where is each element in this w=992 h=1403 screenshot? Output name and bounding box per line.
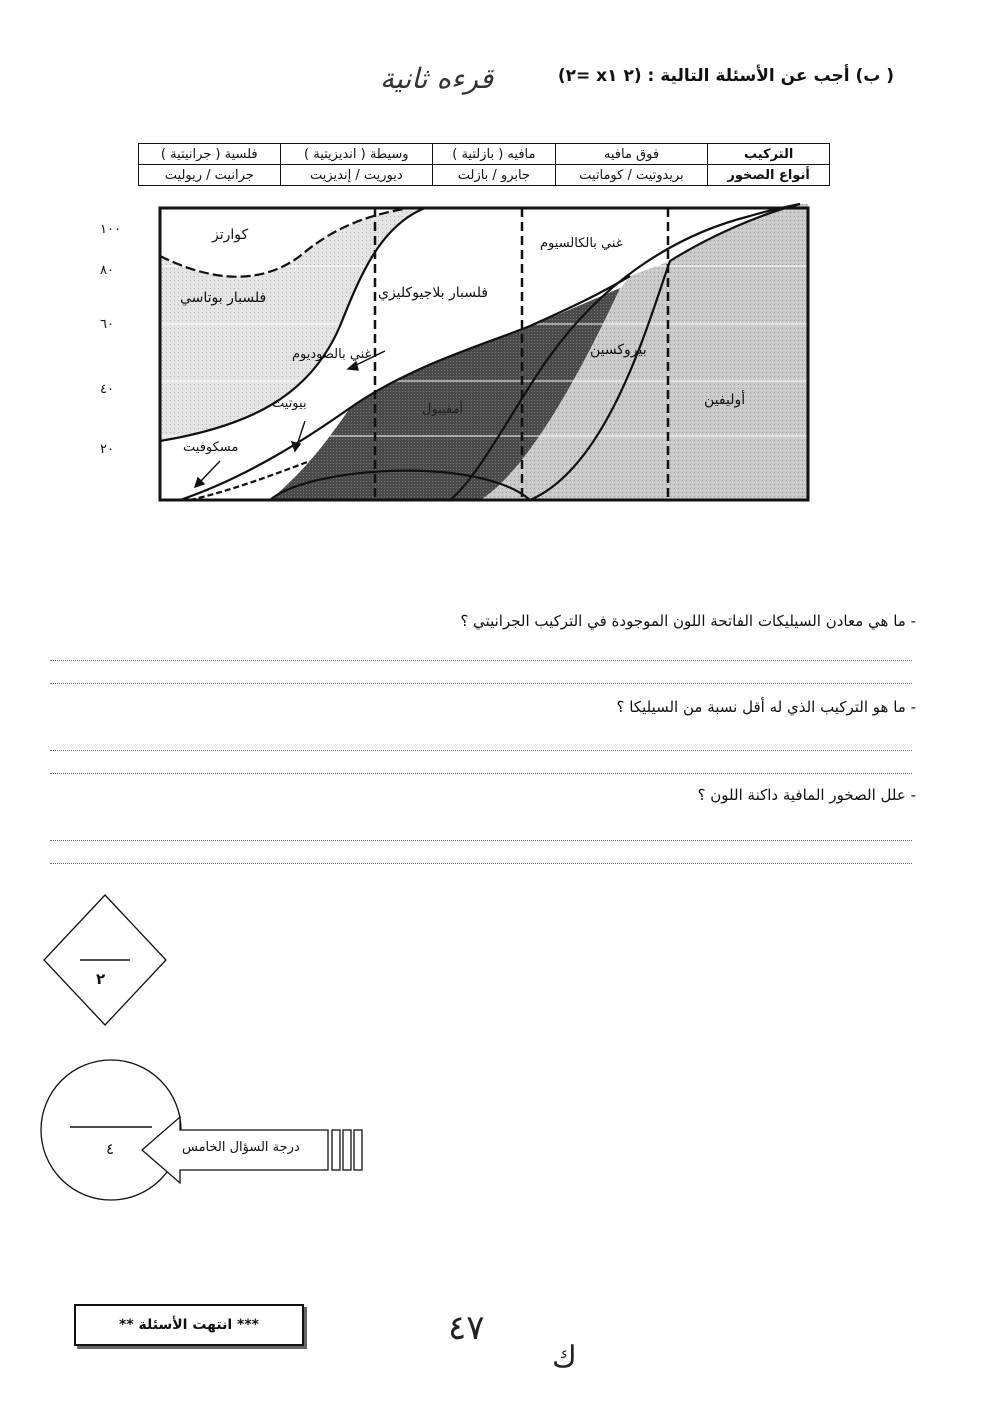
- answer-line: [50, 773, 912, 774]
- answer-line: [50, 863, 912, 864]
- question-2: - ما هو التركيب الذي له أقل نسبة من السيليكا ؟: [616, 698, 916, 716]
- answer-line: [50, 683, 912, 684]
- table-cell: ديوريت / إنديزيت: [280, 165, 432, 186]
- table-cell: فلسية ( جرانيتية ): [139, 144, 281, 165]
- label-olivine: أوليفين: [704, 392, 746, 408]
- table-cell: جرانيت / ريوليت: [139, 165, 281, 186]
- circle-score-box: [38, 1057, 378, 1207]
- table-cell: أنواع الصخور: [708, 165, 830, 186]
- handwritten-note: قرءه ثانية: [380, 62, 494, 95]
- label-plagioclase: فلسبار بلاجيوكليزي: [378, 285, 489, 301]
- table-cell: وسيطة ( انديزيتية ): [280, 144, 432, 165]
- y-tick-40: ٤٠: [100, 382, 114, 397]
- handwritten-page-number: ٤٧: [448, 1308, 485, 1348]
- label-biotite: بيوتيت: [272, 396, 307, 411]
- question-1: - ما هي معادن السيليكات الفاتحة اللون الموجودة في التركيب الجرانيتي ؟: [460, 612, 916, 630]
- y-tick-80: ٨٠: [100, 263, 114, 278]
- mineral-composition-diagram: [150, 196, 816, 508]
- answer-line: [50, 660, 912, 661]
- label-calcium-rich: غني بالكالسيوم: [540, 236, 623, 251]
- question-3: - علل الصخور المافية داكنة اللون ؟: [697, 786, 916, 804]
- table-cell: التركيب: [708, 144, 830, 165]
- y-tick-100: ١٠٠: [100, 222, 121, 237]
- question-grade-label: درجة السؤال الخامس: [182, 1140, 300, 1155]
- label-quartz: كوارتز: [212, 227, 249, 243]
- label-k-feldspar: فلسبار بوتاسي: [180, 290, 267, 306]
- end-of-questions-box: [74, 1304, 304, 1346]
- label-pyroxene: بيروكسين: [590, 342, 647, 358]
- y-tick-20: ٢٠: [100, 442, 114, 457]
- rock-composition-table: [138, 143, 830, 186]
- answer-line: [50, 840, 912, 841]
- table-cell: جابرو / بازلت: [433, 165, 556, 186]
- table-cell: بريدوتيت / كوماتيت: [555, 165, 708, 186]
- table-cell: مافيه ( بازلتية ): [433, 144, 556, 165]
- end-text: *** انتهت الأسئلة **: [119, 1317, 259, 1333]
- answer-line: [50, 750, 912, 751]
- diamond-score-box: [40, 893, 170, 1027]
- diamond-total: ٢: [96, 970, 106, 988]
- y-tick-60: ٦٠: [100, 317, 114, 332]
- signature-mark: ك: [552, 1340, 577, 1375]
- label-sodium-rich: غني بالصوديوم: [292, 347, 372, 362]
- label-muscovite: مسكوفيت: [183, 440, 239, 455]
- label-amphibole: أمفيبول: [422, 402, 464, 417]
- circle-total: ٤: [106, 1140, 115, 1158]
- table-row: [139, 165, 830, 186]
- table-row: [139, 144, 830, 165]
- table-cell: فوق مافيه: [555, 144, 708, 165]
- section-instruction: ( ب) أجب عن الأسئلة التالية : (٢ x١ =٢): [557, 66, 894, 86]
